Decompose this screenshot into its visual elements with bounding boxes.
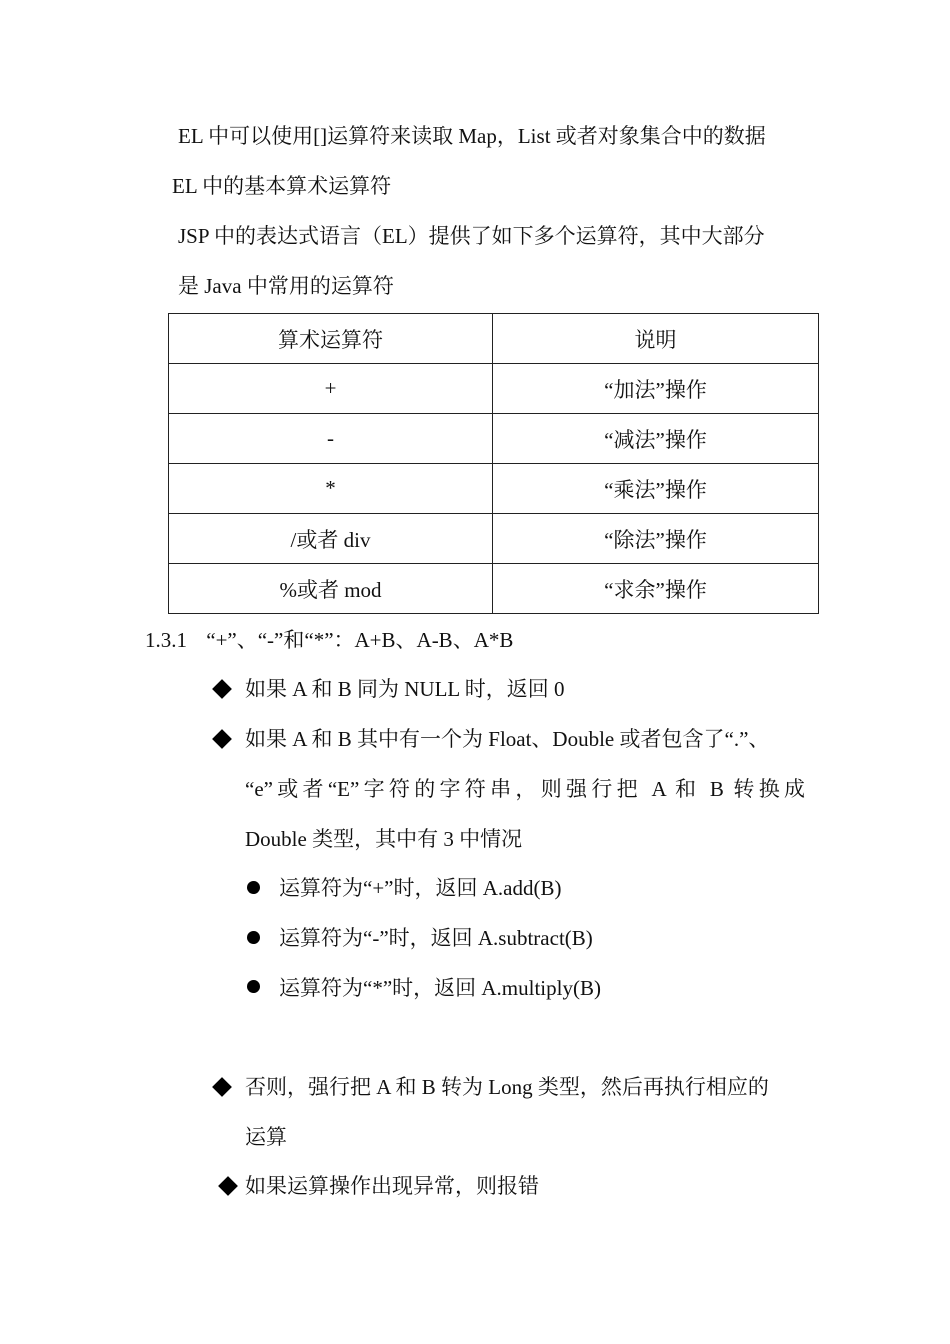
table-cell-description: “加法”操作 xyxy=(493,364,819,414)
round-bullet-icon xyxy=(247,980,260,993)
bullet-item-line-3: Double 类型，其中有 3 中情况 xyxy=(245,827,523,851)
table-cell-description: “除法”操作 xyxy=(493,514,819,564)
subsection-heading xyxy=(145,626,513,654)
diamond-bullet-icon xyxy=(212,729,232,749)
table-cell-operator: * xyxy=(169,464,493,514)
table-cell-description: “求余”操作 xyxy=(493,564,819,614)
table-header-operator: 算术运算符 xyxy=(169,314,493,364)
table-row xyxy=(169,564,819,614)
intro-line: EL 中可以使用[]运算符来读取 Map，List 或者对象集合中的数据 xyxy=(178,124,766,148)
table-header-description: 说明 xyxy=(493,314,819,364)
diamond-bullet-icon xyxy=(212,1077,232,1097)
subsection-title: “+”、“-”和“*”：A+B、A-B、A*B xyxy=(206,628,514,652)
bullet-item-line-1: 如果 A 和 B 其中有一个为 Float、Double 或者包含了“.”、 xyxy=(245,727,770,751)
paragraph-line-1: JSP 中的表达式语言（EL）提供了如下多个运算符，其中大部分 xyxy=(178,224,765,248)
diamond-bullet-icon xyxy=(218,1176,238,1196)
bullet-item-line-2: “e”或者“E”字符的字符串，则强行把 A 和 B 转换成 xyxy=(245,777,805,801)
bullet-item-line-1: 否则，强行把 A 和 B 转为 Long 类型，然后再执行相应的 xyxy=(245,1075,769,1099)
section-heading: EL 中的基本算术运算符 xyxy=(172,174,392,198)
table-row xyxy=(169,514,819,564)
table-cell-operator: - xyxy=(169,414,493,464)
table-cell-description: “减法”操作 xyxy=(493,414,819,464)
paragraph-line-2: 是 Java 中常用的运算符 xyxy=(178,274,394,298)
diamond-bullet-icon xyxy=(212,679,232,699)
table-cell-operator: /或者 div xyxy=(169,514,493,564)
round-bullet-icon xyxy=(247,881,260,894)
table-row xyxy=(169,414,819,464)
bullet-item-line-2: 运算 xyxy=(245,1125,287,1149)
sub-bullet-item: 运算符为“*”时，返回 A.multiply(B) xyxy=(279,976,601,1000)
subsection-number: 1.3.1 xyxy=(145,628,187,652)
table-row xyxy=(169,464,819,514)
table-cell-operator: + xyxy=(169,364,493,414)
table-cell-description: “乘法”操作 xyxy=(493,464,819,514)
table-row xyxy=(169,364,819,414)
sub-bullet-item: 运算符为“+”时，返回 A.add(B) xyxy=(279,876,562,900)
bullet-item: 如果 A 和 B 同为 NULL 时，返回 0 xyxy=(245,677,565,701)
table-header-row xyxy=(169,314,819,364)
sub-bullet-item: 运算符为“-”时，返回 A.subtract(B) xyxy=(279,926,593,950)
table-cell-operator: %或者 mod xyxy=(169,564,493,614)
operators-table xyxy=(168,313,819,614)
bullet-item: 如果运算操作出现异常，则报错 xyxy=(245,1174,539,1198)
round-bullet-icon xyxy=(247,931,260,944)
